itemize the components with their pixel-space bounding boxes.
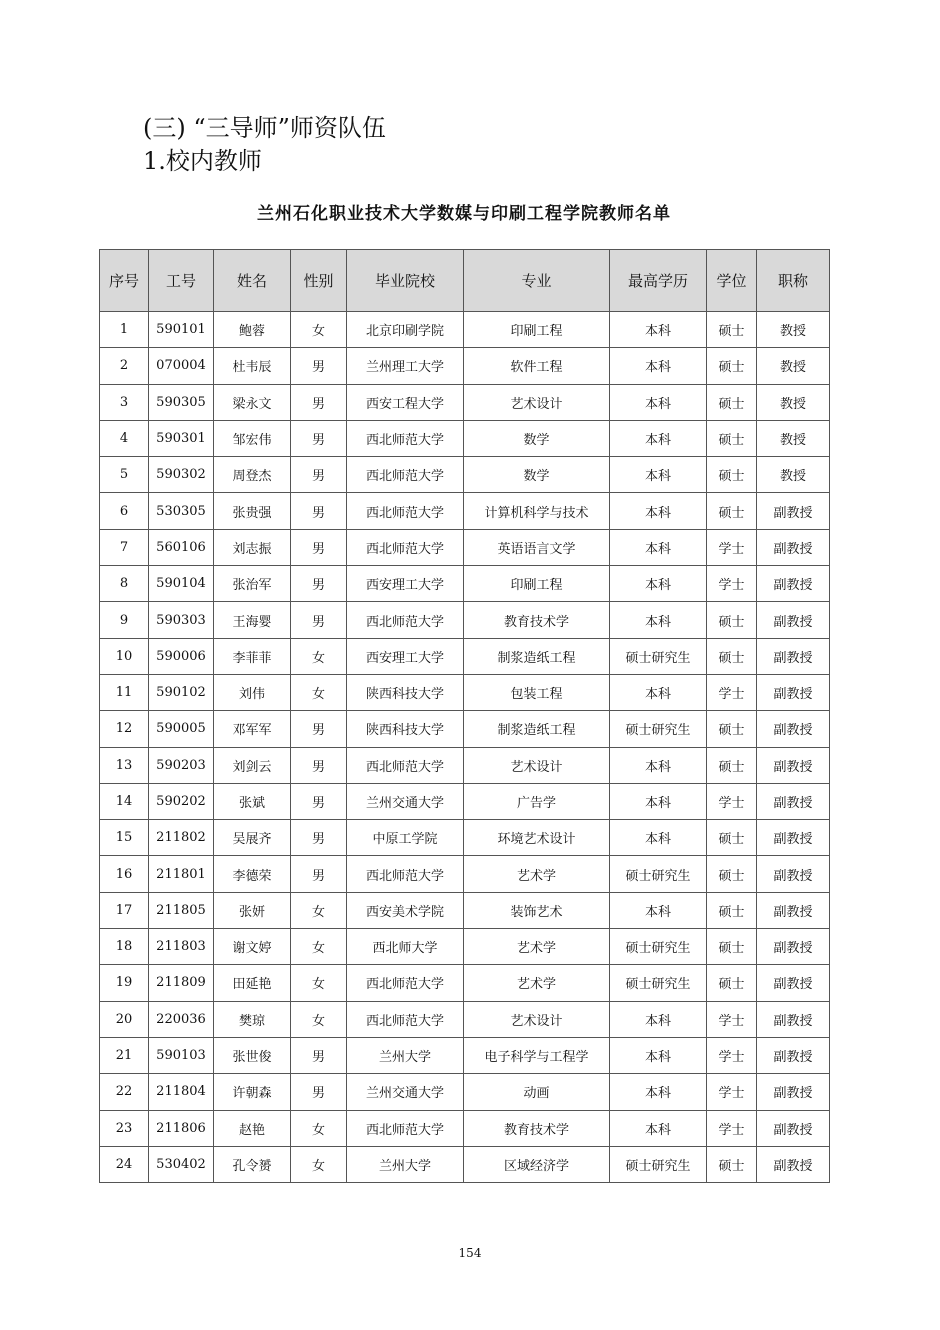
cell-education: 硕士研究生 — [610, 711, 707, 747]
cell-education: 本科 — [610, 1074, 707, 1110]
cell-school: 北京印刷学院 — [347, 312, 464, 348]
cell-school: 西安工程大学 — [347, 384, 464, 420]
cell-title: 副教授 — [757, 602, 830, 638]
cell-index: 9 — [100, 602, 149, 638]
cell-name: 张斌 — [214, 783, 291, 819]
cell-gender: 男 — [291, 384, 347, 420]
cell-gender: 女 — [291, 892, 347, 928]
cell-school: 西北师范大学 — [347, 965, 464, 1001]
cell-major: 艺术学 — [464, 965, 610, 1001]
cell-education: 本科 — [610, 820, 707, 856]
cell-major: 教育技术学 — [464, 602, 610, 638]
table-row — [100, 856, 830, 892]
cell-major: 区域经济学 — [464, 1146, 610, 1182]
cell-name: 张治军 — [214, 566, 291, 602]
cell-education: 硕士研究生 — [610, 965, 707, 1001]
cell-major: 广告学 — [464, 783, 610, 819]
col-header-staff-id: 工号 — [149, 250, 214, 312]
cell-gender: 男 — [291, 457, 347, 493]
cell-major: 艺术学 — [464, 856, 610, 892]
cell-name: 梁永文 — [214, 384, 291, 420]
cell-name: 李德荣 — [214, 856, 291, 892]
cell-title: 副教授 — [757, 1110, 830, 1146]
cell-gender: 女 — [291, 638, 347, 674]
cell-name: 赵艳 — [214, 1110, 291, 1146]
cell-staff-id: 590301 — [149, 420, 214, 456]
cell-index: 13 — [100, 747, 149, 783]
cell-gender: 男 — [291, 529, 347, 565]
cell-title: 副教授 — [757, 1001, 830, 1037]
cell-staff-id: 590203 — [149, 747, 214, 783]
table-row — [100, 1074, 830, 1110]
cell-education: 硕士研究生 — [610, 1146, 707, 1182]
cell-staff-id: 211809 — [149, 965, 214, 1001]
cell-education: 本科 — [610, 1110, 707, 1146]
cell-staff-id: 590005 — [149, 711, 214, 747]
cell-degree: 硕士 — [707, 457, 757, 493]
cell-school: 西北师范大学 — [347, 420, 464, 456]
cell-title: 副教授 — [757, 856, 830, 892]
col-header-major: 专业 — [464, 250, 610, 312]
cell-school: 兰州交通大学 — [347, 783, 464, 819]
cell-major: 英语语言文学 — [464, 529, 610, 565]
cell-school: 陕西科技大学 — [347, 711, 464, 747]
cell-staff-id: 590303 — [149, 602, 214, 638]
cell-education: 硕士研究生 — [610, 929, 707, 965]
cell-gender: 女 — [291, 1110, 347, 1146]
cell-degree: 硕士 — [707, 965, 757, 1001]
cell-school: 西北师范大学 — [347, 856, 464, 892]
cell-index: 19 — [100, 965, 149, 1001]
cell-degree: 学士 — [707, 529, 757, 565]
cell-degree: 学士 — [707, 1001, 757, 1037]
cell-staff-id: 211803 — [149, 929, 214, 965]
cell-index: 17 — [100, 892, 149, 928]
cell-title: 副教授 — [757, 566, 830, 602]
cell-index: 12 — [100, 711, 149, 747]
col-header-index: 序号 — [100, 250, 149, 312]
cell-degree: 硕士 — [707, 892, 757, 928]
cell-school: 西北师范大学 — [347, 457, 464, 493]
cell-staff-id: 590103 — [149, 1037, 214, 1073]
cell-degree: 学士 — [707, 1037, 757, 1073]
table-row — [100, 929, 830, 965]
cell-staff-id: 560106 — [149, 529, 214, 565]
cell-degree: 学士 — [707, 783, 757, 819]
cell-index: 1 — [100, 312, 149, 348]
cell-title: 教授 — [757, 420, 830, 456]
cell-title: 副教授 — [757, 1074, 830, 1110]
cell-staff-id: 211801 — [149, 856, 214, 892]
table-row — [100, 965, 830, 1001]
cell-title: 教授 — [757, 384, 830, 420]
cell-staff-id: 530305 — [149, 493, 214, 529]
cell-major: 计算机科学与技术 — [464, 493, 610, 529]
cell-degree: 硕士 — [707, 1146, 757, 1182]
cell-staff-id: 590302 — [149, 457, 214, 493]
table-row — [100, 1001, 830, 1037]
table-row — [100, 602, 830, 638]
cell-index: 14 — [100, 783, 149, 819]
cell-staff-id: 220036 — [149, 1001, 214, 1037]
cell-school: 西安理工大学 — [347, 566, 464, 602]
cell-degree: 硕士 — [707, 711, 757, 747]
cell-education: 本科 — [610, 783, 707, 819]
cell-major: 艺术设计 — [464, 747, 610, 783]
col-header-name: 姓名 — [214, 250, 291, 312]
cell-name: 张妍 — [214, 892, 291, 928]
cell-education: 本科 — [610, 747, 707, 783]
cell-name: 樊琼 — [214, 1001, 291, 1037]
cell-degree: 硕士 — [707, 638, 757, 674]
cell-title: 教授 — [757, 457, 830, 493]
cell-index: 23 — [100, 1110, 149, 1146]
cell-title: 副教授 — [757, 493, 830, 529]
cell-name: 田延艳 — [214, 965, 291, 1001]
cell-name: 吴展齐 — [214, 820, 291, 856]
cell-degree: 硕士 — [707, 820, 757, 856]
subsection-heading: 1.校内教师 — [143, 147, 262, 175]
cell-gender: 男 — [291, 420, 347, 456]
cell-title: 副教授 — [757, 711, 830, 747]
cell-major: 环境艺术设计 — [464, 820, 610, 856]
cell-degree: 硕士 — [707, 929, 757, 965]
cell-gender: 男 — [291, 493, 347, 529]
table-row — [100, 384, 830, 420]
cell-name: 杜韦辰 — [214, 348, 291, 384]
cell-name: 张贵强 — [214, 493, 291, 529]
cell-name: 刘伟 — [214, 674, 291, 710]
cell-major: 包装工程 — [464, 674, 610, 710]
cell-title: 副教授 — [757, 929, 830, 965]
cell-education: 本科 — [610, 529, 707, 565]
cell-major: 制浆造纸工程 — [464, 711, 610, 747]
table-caption: 兰州石化职业技术大学数媒与印刷工程学院教师名单 — [257, 204, 671, 224]
cell-major: 艺术设计 — [464, 1001, 610, 1037]
table-row — [100, 312, 830, 348]
table-row — [100, 711, 830, 747]
table-row — [100, 1146, 830, 1182]
cell-title: 副教授 — [757, 965, 830, 1001]
table-row — [100, 420, 830, 456]
cell-school: 兰州交通大学 — [347, 1074, 464, 1110]
cell-index: 11 — [100, 674, 149, 710]
cell-index: 8 — [100, 566, 149, 602]
col-header-gender: 性别 — [291, 250, 347, 312]
cell-gender: 男 — [291, 1074, 347, 1110]
cell-education: 本科 — [610, 493, 707, 529]
page-number: 154 — [458, 1246, 482, 1260]
cell-major: 电子科学与工程学 — [464, 1037, 610, 1073]
table-row — [100, 348, 830, 384]
col-header-degree: 学位 — [707, 250, 757, 312]
table-body — [100, 312, 830, 1183]
cell-degree: 硕士 — [707, 420, 757, 456]
cell-name: 邹宏伟 — [214, 420, 291, 456]
cell-major: 印刷工程 — [464, 566, 610, 602]
cell-gender: 男 — [291, 783, 347, 819]
cell-school: 西北师范大学 — [347, 1001, 464, 1037]
cell-staff-id: 590102 — [149, 674, 214, 710]
cell-degree: 学士 — [707, 566, 757, 602]
cell-staff-id: 590101 — [149, 312, 214, 348]
cell-staff-id: 211805 — [149, 892, 214, 928]
cell-gender: 女 — [291, 1146, 347, 1182]
cell-education: 本科 — [610, 348, 707, 384]
table-row — [100, 892, 830, 928]
cell-school: 西北师大学 — [347, 929, 464, 965]
cell-major: 软件工程 — [464, 348, 610, 384]
cell-education: 本科 — [610, 602, 707, 638]
cell-gender: 男 — [291, 566, 347, 602]
cell-degree: 硕士 — [707, 493, 757, 529]
cell-degree: 硕士 — [707, 747, 757, 783]
cell-index: 18 — [100, 929, 149, 965]
section-heading: (三) “三导师”师资队伍 — [143, 114, 386, 142]
cell-degree: 硕士 — [707, 348, 757, 384]
table-row — [100, 529, 830, 565]
table-row — [100, 674, 830, 710]
cell-degree: 硕士 — [707, 602, 757, 638]
cell-education: 硕士研究生 — [610, 856, 707, 892]
cell-education: 本科 — [610, 1037, 707, 1073]
cell-title: 教授 — [757, 312, 830, 348]
cell-degree: 硕士 — [707, 312, 757, 348]
cell-major: 数学 — [464, 457, 610, 493]
cell-school: 西北师范大学 — [347, 747, 464, 783]
cell-education: 本科 — [610, 384, 707, 420]
cell-name: 刘剑云 — [214, 747, 291, 783]
cell-gender: 男 — [291, 348, 347, 384]
cell-education: 本科 — [610, 566, 707, 602]
table-row — [100, 820, 830, 856]
teacher-table — [99, 249, 830, 1183]
cell-gender: 男 — [291, 1037, 347, 1073]
cell-index: 16 — [100, 856, 149, 892]
table-row — [100, 493, 830, 529]
table-row — [100, 638, 830, 674]
table-row — [100, 1110, 830, 1146]
cell-staff-id: 211804 — [149, 1074, 214, 1110]
cell-title: 副教授 — [757, 674, 830, 710]
cell-index: 6 — [100, 493, 149, 529]
cell-staff-id: 211802 — [149, 820, 214, 856]
cell-gender: 女 — [291, 929, 347, 965]
cell-staff-id: 590305 — [149, 384, 214, 420]
cell-major: 印刷工程 — [464, 312, 610, 348]
col-header-school: 毕业院校 — [347, 250, 464, 312]
cell-degree: 硕士 — [707, 856, 757, 892]
cell-title: 教授 — [757, 348, 830, 384]
cell-gender: 男 — [291, 711, 347, 747]
cell-index: 4 — [100, 420, 149, 456]
cell-title: 副教授 — [757, 1146, 830, 1182]
cell-title: 副教授 — [757, 820, 830, 856]
cell-name: 周登杰 — [214, 457, 291, 493]
cell-title: 副教授 — [757, 892, 830, 928]
cell-gender: 男 — [291, 856, 347, 892]
cell-name: 许朝森 — [214, 1074, 291, 1110]
cell-major: 数学 — [464, 420, 610, 456]
cell-major: 动画 — [464, 1074, 610, 1110]
cell-index: 2 — [100, 348, 149, 384]
cell-education: 本科 — [610, 420, 707, 456]
cell-major: 艺术设计 — [464, 384, 610, 420]
cell-index: 7 — [100, 529, 149, 565]
table-row — [100, 566, 830, 602]
cell-title: 副教授 — [757, 1037, 830, 1073]
cell-education: 本科 — [610, 1001, 707, 1037]
cell-index: 5 — [100, 457, 149, 493]
cell-major: 装饰艺术 — [464, 892, 610, 928]
cell-name: 张世俊 — [214, 1037, 291, 1073]
cell-school: 兰州理工大学 — [347, 348, 464, 384]
cell-name: 鲍蓉 — [214, 312, 291, 348]
cell-gender: 女 — [291, 1001, 347, 1037]
cell-school: 陕西科技大学 — [347, 674, 464, 710]
cell-school: 中原工学院 — [347, 820, 464, 856]
cell-staff-id: 530402 — [149, 1146, 214, 1182]
cell-education: 硕士研究生 — [610, 638, 707, 674]
cell-index: 15 — [100, 820, 149, 856]
cell-education: 本科 — [610, 457, 707, 493]
cell-school: 西北师范大学 — [347, 602, 464, 638]
cell-degree: 学士 — [707, 1074, 757, 1110]
cell-school: 西北师范大学 — [347, 493, 464, 529]
cell-staff-id: 070004 — [149, 348, 214, 384]
cell-gender: 男 — [291, 747, 347, 783]
cell-name: 刘志振 — [214, 529, 291, 565]
cell-title: 副教授 — [757, 783, 830, 819]
cell-school: 西北师范大学 — [347, 529, 464, 565]
table-row — [100, 783, 830, 819]
cell-degree: 学士 — [707, 1110, 757, 1146]
cell-gender: 男 — [291, 602, 347, 638]
cell-major: 制浆造纸工程 — [464, 638, 610, 674]
cell-school: 西北师范大学 — [347, 1110, 464, 1146]
cell-title: 副教授 — [757, 638, 830, 674]
cell-school: 西安美术学院 — [347, 892, 464, 928]
col-header-education: 最高学历 — [610, 250, 707, 312]
cell-school: 兰州大学 — [347, 1037, 464, 1073]
cell-index: 22 — [100, 1074, 149, 1110]
cell-index: 21 — [100, 1037, 149, 1073]
cell-name: 邓军军 — [214, 711, 291, 747]
cell-degree: 硕士 — [707, 384, 757, 420]
cell-title: 副教授 — [757, 529, 830, 565]
cell-gender: 女 — [291, 312, 347, 348]
cell-school: 兰州大学 — [347, 1146, 464, 1182]
cell-name: 王海婴 — [214, 602, 291, 638]
cell-index: 3 — [100, 384, 149, 420]
table-header-row — [100, 250, 830, 312]
cell-index: 20 — [100, 1001, 149, 1037]
cell-name: 谢文婷 — [214, 929, 291, 965]
cell-degree: 学士 — [707, 674, 757, 710]
cell-gender: 女 — [291, 965, 347, 1001]
cell-gender: 女 — [291, 674, 347, 710]
table-row — [100, 747, 830, 783]
cell-name: 孔令赟 — [214, 1146, 291, 1182]
cell-index: 24 — [100, 1146, 149, 1182]
cell-name: 李菲菲 — [214, 638, 291, 674]
cell-staff-id: 211806 — [149, 1110, 214, 1146]
cell-index: 10 — [100, 638, 149, 674]
cell-education: 本科 — [610, 312, 707, 348]
cell-staff-id: 590202 — [149, 783, 214, 819]
cell-major: 艺术学 — [464, 929, 610, 965]
cell-staff-id: 590006 — [149, 638, 214, 674]
cell-education: 本科 — [610, 892, 707, 928]
cell-education: 本科 — [610, 674, 707, 710]
cell-school: 西安理工大学 — [347, 638, 464, 674]
cell-major: 教育技术学 — [464, 1110, 610, 1146]
cell-staff-id: 590104 — [149, 566, 214, 602]
cell-gender: 男 — [291, 820, 347, 856]
cell-title: 副教授 — [757, 747, 830, 783]
table-row — [100, 457, 830, 493]
table-row — [100, 1037, 830, 1073]
col-header-title: 职称 — [757, 250, 830, 312]
